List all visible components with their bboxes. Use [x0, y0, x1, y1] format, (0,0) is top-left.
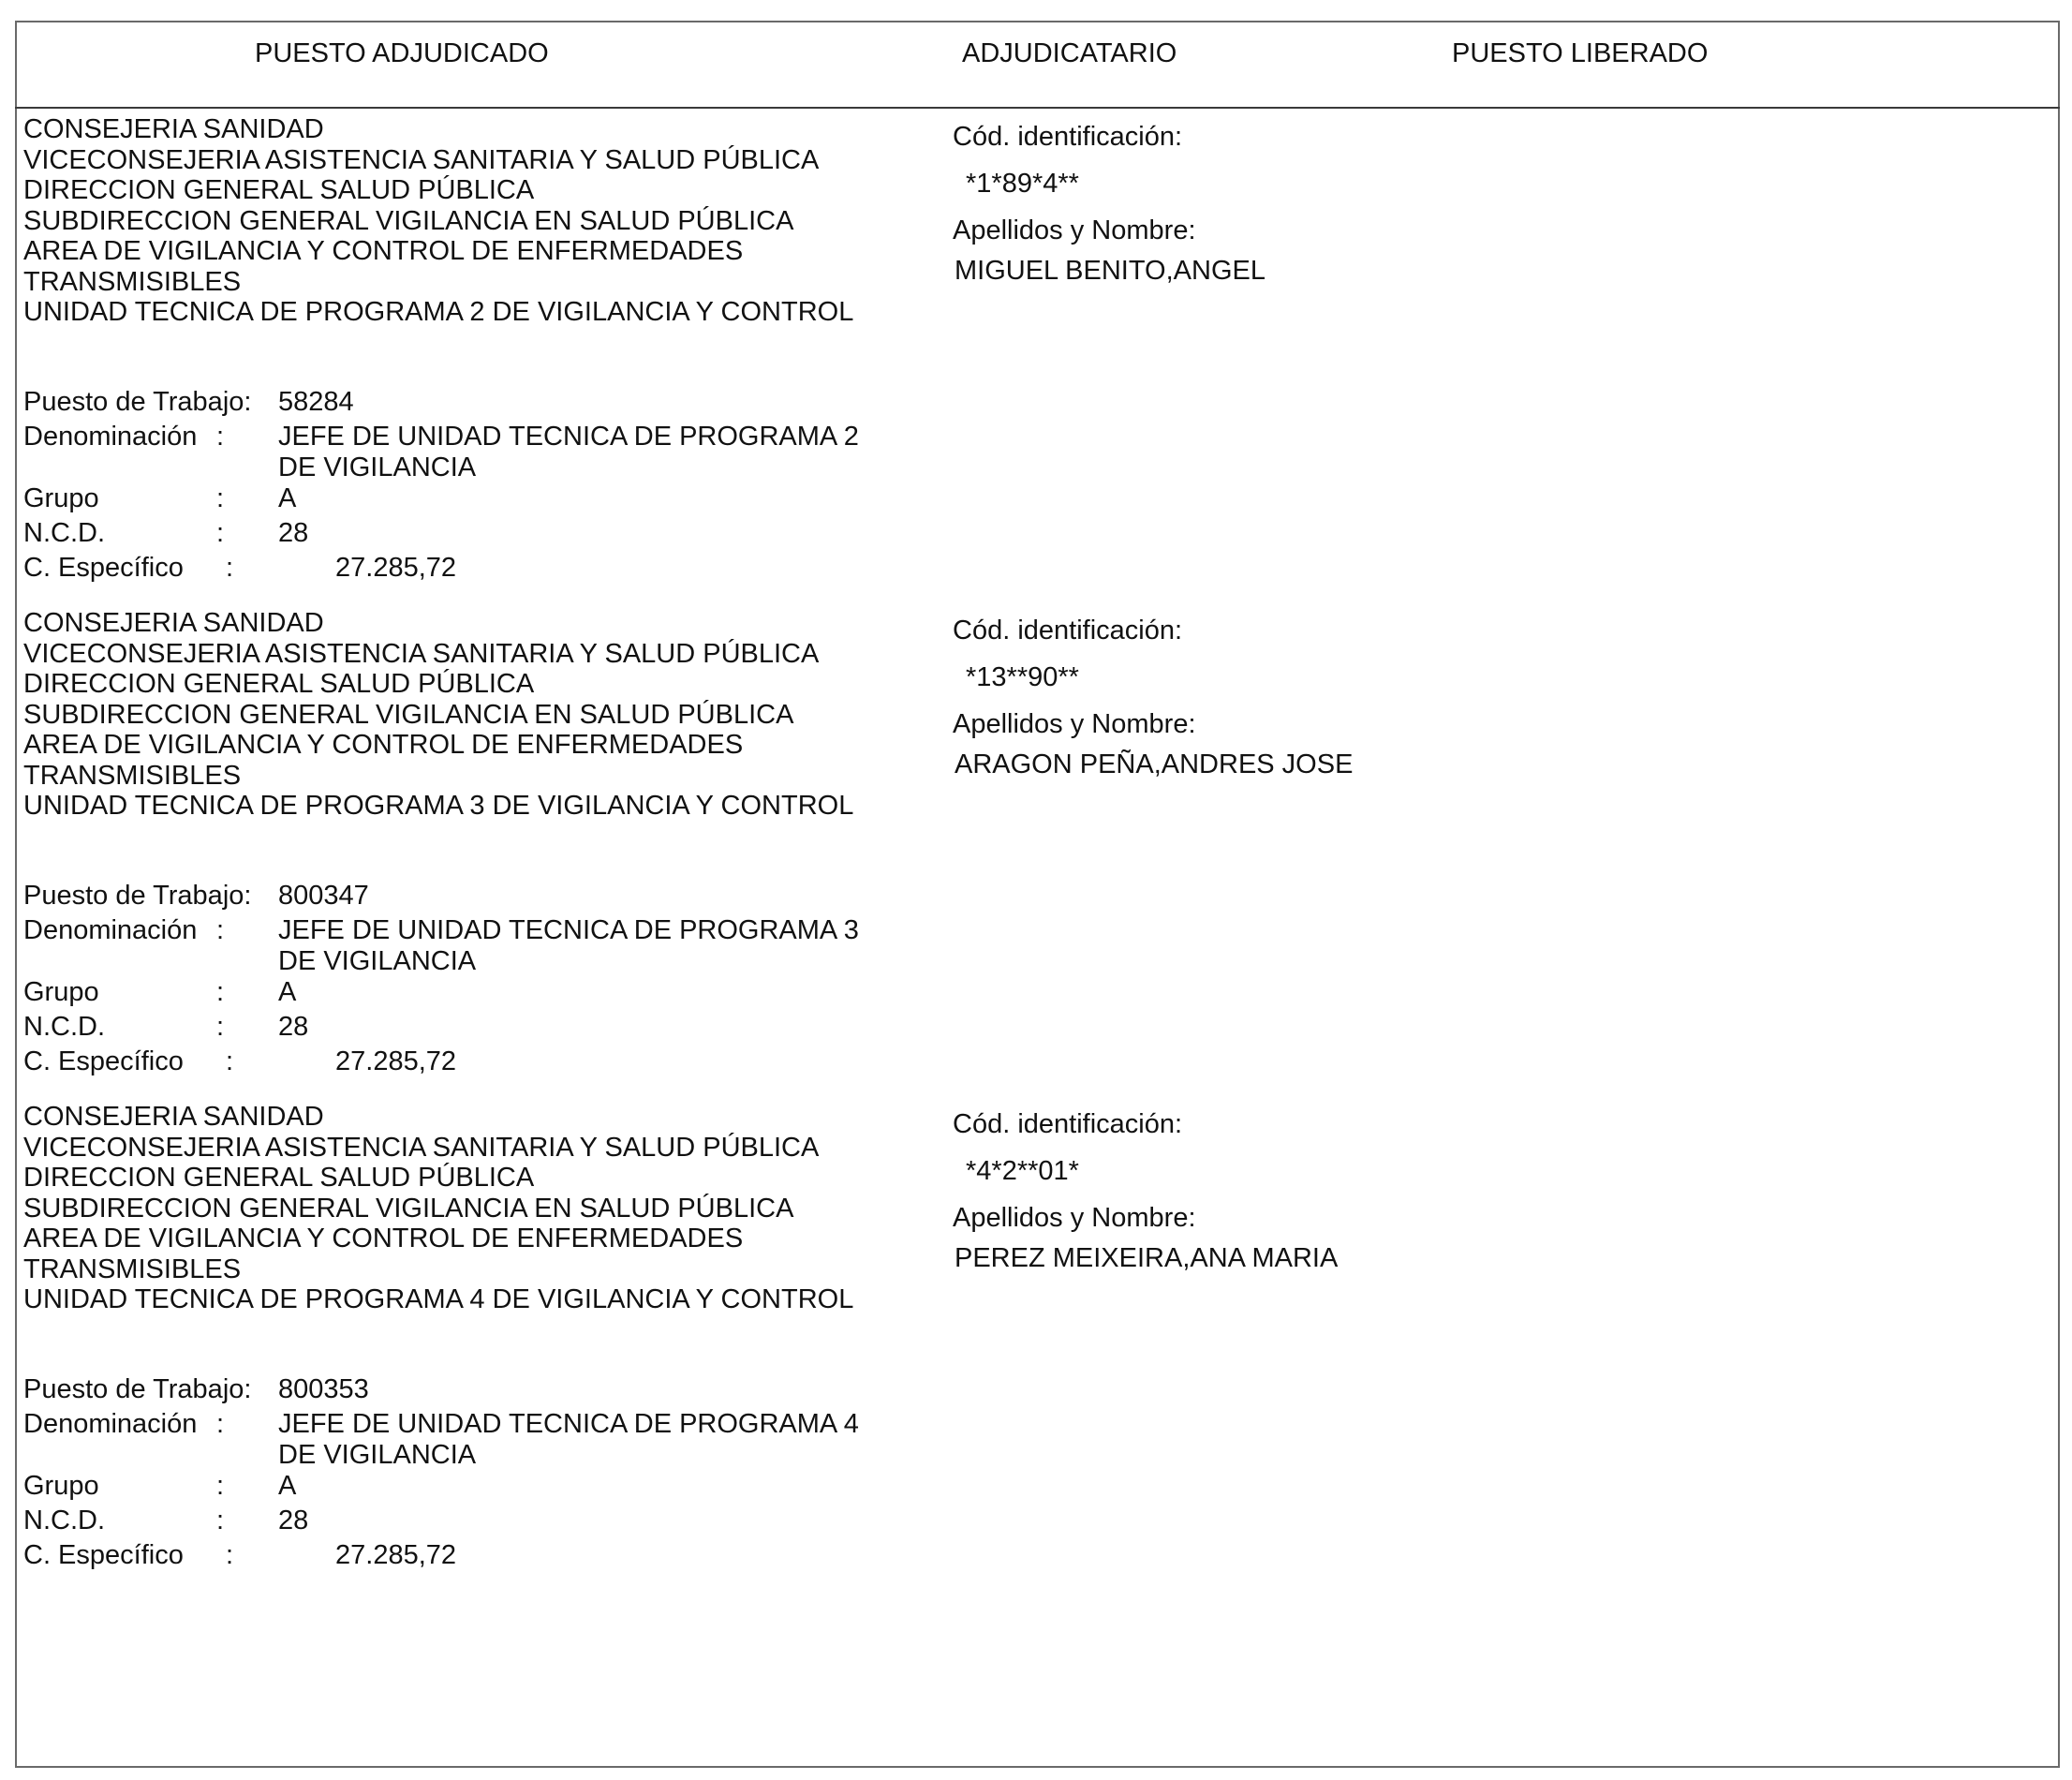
org-line: AREA DE VIGILANCIA Y CONTROL DE ENFERMEDADES	[23, 1224, 744, 1253]
nombre-label: Apellidos y Nombre:	[953, 215, 1196, 245]
puesto-value: 800353	[278, 1374, 369, 1404]
ncd-label: N.C.D.	[23, 518, 105, 548]
colon: :	[216, 483, 225, 513]
grupo-value: A	[278, 1471, 297, 1501]
ncd-label: N.C.D.	[23, 1012, 105, 1042]
ncd-value: 28	[278, 1506, 309, 1535]
org-line: TRANSMISIBLES	[23, 760, 242, 791]
entry-row	[0, 114, 2072, 601]
colon: :	[216, 422, 225, 452]
org-line: UNIDAD TECNICA DE PROGRAMA 4 DE VIGILANCIA Y CONTROL	[23, 1284, 854, 1314]
grupo-label: Grupo	[23, 483, 99, 513]
denominacion-value-2: DE VIGILANCIA	[278, 452, 477, 482]
org-line: VICECONSEJERIA ASISTENCIA SANITARIA Y SALUD PÚBLICA	[23, 638, 820, 669]
grupo-label: Grupo	[23, 977, 99, 1007]
colon: :	[216, 977, 225, 1007]
org-line: TRANSMISIBLES	[23, 266, 242, 297]
cod-label: Cód. identificación:	[953, 122, 1183, 152]
c-especifico-value: 27.285,72	[335, 1046, 457, 1076]
grupo-value: A	[278, 483, 297, 513]
colon: :	[226, 1540, 234, 1570]
entry-row	[0, 1102, 2072, 1589]
denominacion-label: Denominación	[23, 422, 198, 452]
org-line: VICECONSEJERIA ASISTENCIA SANITARIA Y SALUD PÚBLICA	[23, 1132, 820, 1163]
colon: :	[216, 1012, 225, 1042]
denominacion-value-2: DE VIGILANCIA	[278, 946, 477, 976]
cod-label: Cód. identificación:	[953, 1109, 1183, 1139]
grupo-label: Grupo	[23, 1471, 99, 1501]
org-hierarchy	[23, 1102, 923, 1315]
org-hierarchy	[23, 114, 923, 328]
denominacion-value: JEFE DE UNIDAD TECNICA DE PROGRAMA 3	[278, 915, 859, 945]
puesto-label: Puesto de Trabajo:	[23, 881, 252, 911]
nombre-value: MIGUEL BENITO,ANGEL	[955, 256, 1265, 286]
entry-row	[0, 608, 2072, 1095]
org-line: UNIDAD TECNICA DE PROGRAMA 2 DE VIGILANCIA Y CONTROL	[23, 297, 854, 327]
denominacion-label: Denominación	[23, 1409, 198, 1439]
org-line: DIRECCION GENERAL SALUD PÚBLICA	[23, 669, 535, 699]
cod-value: *13**90**	[966, 662, 1079, 692]
puesto-label: Puesto de Trabajo:	[23, 1374, 252, 1404]
org-line: CONSEJERIA SANIDAD	[23, 114, 324, 144]
c-especifico-label: C. Específico	[23, 1540, 184, 1570]
colon: :	[226, 1046, 234, 1076]
c-especifico-value: 27.285,72	[335, 553, 457, 583]
org-line: SUBDIRECCION GENERAL VIGILANCIA EN SALUD PÚBLICA	[23, 699, 794, 730]
nombre-label: Apellidos y Nombre:	[953, 709, 1196, 739]
header-divider	[15, 107, 2060, 109]
cod-value: *4*2**01*	[966, 1156, 1079, 1186]
puesto-label: Puesto de Trabajo:	[23, 387, 252, 417]
org-line: CONSEJERIA SANIDAD	[23, 608, 324, 638]
org-line: SUBDIRECCION GENERAL VIGILANCIA EN SALUD PÚBLICA	[23, 205, 794, 236]
c-especifico-label: C. Específico	[23, 553, 184, 583]
denominacion-value-2: DE VIGILANCIA	[278, 1440, 477, 1470]
org-line: AREA DE VIGILANCIA Y CONTROL DE ENFERMEDADES	[23, 236, 744, 266]
nombre-label: Apellidos y Nombre:	[953, 1203, 1196, 1233]
org-line: DIRECCION GENERAL SALUD PÚBLICA	[23, 1163, 535, 1193]
header-puesto-liberado: PUESTO LIBERADO	[1452, 38, 1709, 68]
puesto-value: 58284	[278, 387, 354, 417]
colon: :	[216, 915, 225, 945]
cod-label: Cód. identificación:	[953, 616, 1183, 645]
cod-value: *1*89*4**	[966, 169, 1079, 199]
org-line: VICECONSEJERIA ASISTENCIA SANITARIA Y SALUD PÚBLICA	[23, 144, 820, 175]
org-line: DIRECCION GENERAL SALUD PÚBLICA	[23, 175, 535, 205]
c-especifico-value: 27.285,72	[335, 1540, 457, 1570]
puesto-value: 800347	[278, 881, 369, 911]
header-puesto-adjudicado: PUESTO ADJUDICADO	[255, 38, 549, 68]
c-especifico-label: C. Específico	[23, 1046, 184, 1076]
denominacion-value: JEFE DE UNIDAD TECNICA DE PROGRAMA 4	[278, 1409, 859, 1439]
denominacion-value: JEFE DE UNIDAD TECNICA DE PROGRAMA 2	[278, 422, 859, 452]
org-line: TRANSMISIBLES	[23, 1253, 242, 1284]
colon: :	[216, 518, 225, 548]
colon: :	[216, 1471, 225, 1501]
org-line: AREA DE VIGILANCIA Y CONTROL DE ENFERMEDADES	[23, 730, 744, 760]
header-adjudicatario: ADJUDICATARIO	[962, 38, 1177, 68]
org-line: SUBDIRECCION GENERAL VIGILANCIA EN SALUD PÚBLICA	[23, 1193, 794, 1224]
colon: :	[216, 1409, 225, 1439]
grupo-value: A	[278, 977, 297, 1007]
ncd-value: 28	[278, 1012, 309, 1042]
ncd-value: 28	[278, 518, 309, 548]
colon: :	[226, 553, 234, 583]
org-line: UNIDAD TECNICA DE PROGRAMA 3 DE VIGILANCIA Y CONTROL	[23, 791, 854, 821]
ncd-label: N.C.D.	[23, 1506, 105, 1535]
nombre-value: ARAGON PEÑA,ANDRES JOSE	[955, 749, 1354, 779]
org-line: CONSEJERIA SANIDAD	[23, 1102, 324, 1132]
colon: :	[216, 1506, 225, 1535]
nombre-value: PEREZ MEIXEIRA,ANA MARIA	[955, 1243, 1339, 1273]
org-hierarchy	[23, 608, 923, 822]
denominacion-label: Denominación	[23, 915, 198, 945]
